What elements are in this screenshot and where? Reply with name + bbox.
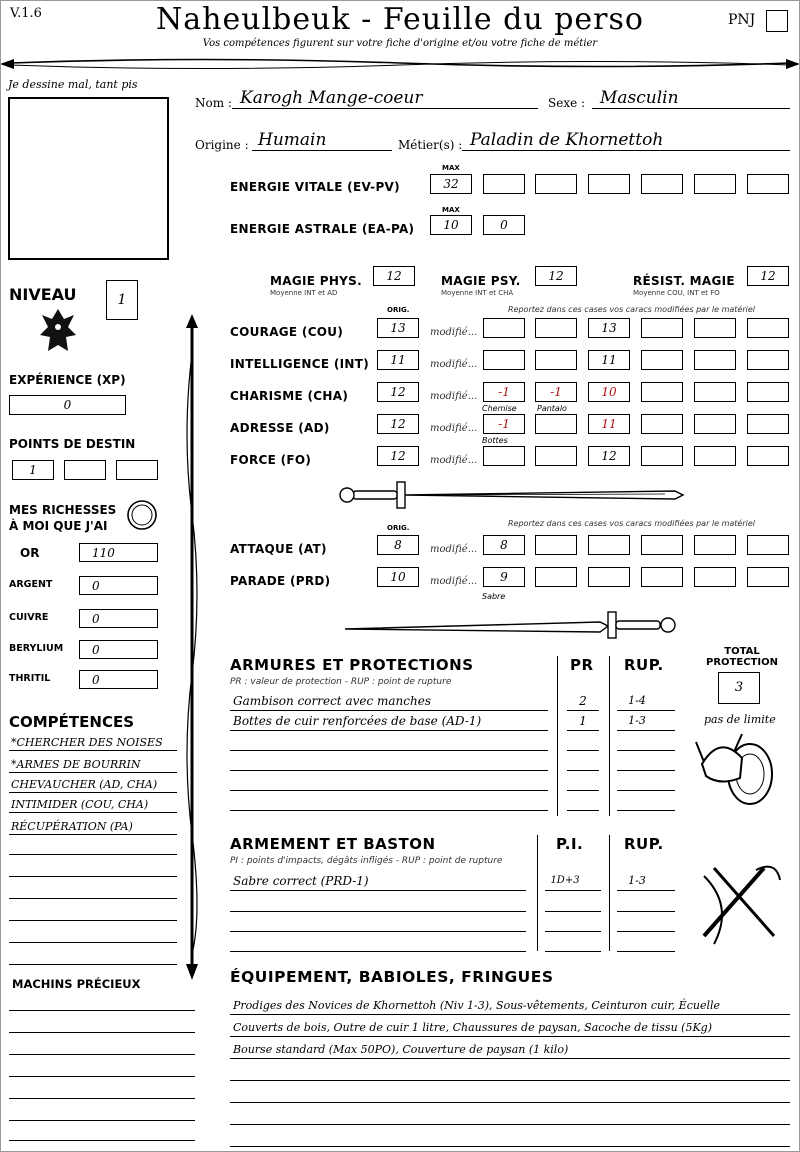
parade-mod-note: Sabre — [482, 592, 506, 601]
arme-rup-line — [617, 890, 675, 891]
armement-col-divider-1 — [537, 835, 538, 951]
machins-line — [9, 1032, 195, 1033]
origine-label: Origine : — [195, 138, 249, 152]
armure-pr[interactable]: 2 — [579, 694, 587, 708]
armures-sub: PR : valeur de protection - RUP : point de rupture — [230, 677, 452, 687]
carac-mod-box[interactable]: 12 — [588, 446, 630, 466]
xp-label: EXPÉRIENCE (XP) — [9, 373, 126, 387]
carac-orig-box[interactable]: 11 — [377, 350, 419, 370]
armure-rup-line — [617, 770, 675, 771]
ev-max-box[interactable]: 32 — [430, 174, 472, 194]
money-label: CUIVRE — [9, 612, 49, 623]
parade-orig-box[interactable]: 10 — [377, 567, 419, 587]
machins-line — [9, 1098, 195, 1099]
pnj-label: PNJ — [728, 12, 756, 28]
carac-label: FORCE (FO) — [230, 453, 312, 467]
attaque-mod-box-1[interactable]: 8 — [483, 535, 525, 555]
carac-mod-note: Pantalo — [537, 404, 567, 413]
parade-label: PARADE (PRD) — [230, 574, 331, 588]
equip-line — [230, 1146, 790, 1147]
ev-box-2[interactable] — [535, 174, 577, 194]
carac-mod-box[interactable] — [641, 350, 683, 370]
richesses-label-2: À MOI QUE J'AI — [9, 519, 108, 533]
sheet-subtitle: Vos compétences figurent sur votre fiche d'origine et/ou votre fiche de métier — [202, 38, 598, 49]
carac-mod-box[interactable] — [535, 414, 577, 434]
resist-magie-label: RÉSIST. MAGIE — [633, 274, 735, 288]
arme-line — [230, 951, 526, 952]
resist-magie-box[interactable]: 12 — [747, 266, 789, 286]
sexe-value[interactable]: Masculin — [600, 88, 679, 108]
pnj-checkbox[interactable] — [766, 10, 788, 32]
money-box[interactable]: 0 — [79, 609, 158, 628]
total-protection-label: TOTAL PROTECTION — [706, 646, 778, 668]
metier-label: Métier(s) : — [398, 138, 463, 152]
destin-label: POINTS DE DESTIN — [9, 437, 136, 451]
carac-mod-box[interactable] — [694, 414, 736, 434]
armures-col-divider-1 — [557, 656, 558, 816]
armure-line — [230, 770, 548, 771]
money-box[interactable]: 0 — [79, 670, 158, 689]
sexe-line — [592, 108, 790, 109]
armure-pr-line — [567, 730, 599, 731]
attaque-mod-box-4[interactable] — [641, 535, 683, 555]
armement-title: ARMEMENT ET BASTON — [230, 835, 436, 853]
sword-ornament-2-icon — [340, 608, 685, 642]
armures-col-divider-2 — [609, 656, 610, 816]
ea-max-box[interactable]: 10 — [430, 215, 472, 235]
helmet-shield-icon — [694, 728, 778, 810]
sheet-title: Naheulbeuk - Feuille du perso — [156, 2, 644, 37]
armement-col-divider-2 — [609, 835, 610, 951]
arme-pi-line — [545, 911, 601, 912]
carac-modif-label: modifié... — [430, 327, 478, 338]
arme-pi-line — [545, 951, 601, 952]
origine-line — [252, 150, 392, 151]
carac-mod-note: Chemise — [482, 404, 517, 413]
comp-line — [9, 920, 177, 921]
armure-rup-line — [617, 750, 675, 751]
carac-label: COURAGE (COU) — [230, 325, 344, 339]
parade-modif-label: modifié... — [430, 576, 478, 587]
version-label: V.1.6 — [10, 6, 42, 21]
arme-rup-line — [617, 911, 675, 912]
equip-line — [230, 1124, 790, 1125]
armure-line — [230, 790, 548, 791]
nom-value[interactable]: Karogh Mange-coeur — [240, 88, 423, 108]
carac-mod-box[interactable] — [694, 318, 736, 338]
carac-label: INTELLIGENCE (INT) — [230, 357, 369, 371]
equip-line — [230, 1014, 790, 1015]
money-label: ARGENT — [9, 579, 53, 590]
carac-orig-box[interactable]: 12 — [377, 446, 419, 466]
comp-line — [9, 812, 177, 813]
carac-mod-box[interactable]: 11 — [588, 350, 630, 370]
attaque-mod-box-6[interactable] — [747, 535, 789, 555]
armement-sub: PI : points d'impacts, dégâts infligés - RUP : point de rupture — [230, 856, 503, 866]
destin-box-1[interactable]: 1 — [12, 460, 54, 480]
attaque-mod-box-2[interactable] — [535, 535, 577, 555]
money-box[interactable]: 110 — [79, 543, 158, 562]
armure-pr-line — [567, 750, 599, 751]
magie-phys-box[interactable]: 12 — [373, 266, 415, 286]
arme-pi-line — [545, 931, 601, 932]
protection-limit: pas de limite — [704, 713, 776, 726]
carac-mod-box[interactable]: 11 — [588, 414, 630, 434]
carac-mod-box[interactable] — [747, 350, 789, 370]
ev-box-1[interactable] — [483, 174, 525, 194]
ea-label: ENERGIE ASTRALE (EA-PA) — [230, 222, 415, 236]
carac-orig-box[interactable]: 12 — [377, 382, 419, 402]
parade-mod-box-6[interactable] — [747, 567, 789, 587]
magie-psy-box[interactable]: 12 — [535, 266, 577, 286]
carac-mod-box[interactable] — [747, 414, 789, 434]
competence-item[interactable]: *CHERCHER DES NOISES — [11, 736, 163, 749]
ev-box-5[interactable] — [694, 174, 736, 194]
carac-mod-box[interactable] — [747, 318, 789, 338]
combat-orig-label: ORIG. — [387, 524, 410, 532]
parade-mod-box-4[interactable] — [641, 567, 683, 587]
combat-note: Reportez dans ces cases vos caracs modifiées par le matériel — [508, 519, 755, 528]
arme-line — [230, 931, 526, 932]
competences-label: COMPÉTENCES — [9, 713, 135, 731]
carac-mod-box[interactable] — [483, 350, 525, 370]
carac-mod-note: Bottes — [482, 436, 508, 445]
ev-label: ENERGIE VITALE (EV-PV) — [230, 180, 400, 194]
machins-label: MACHINS PRÉCIEUX — [12, 977, 141, 991]
carac-modif-label: modifié... — [430, 391, 478, 402]
equipement-title: ÉQUIPEMENT, BABIOLES, FRINGUES — [230, 968, 554, 986]
machins-line — [9, 1054, 195, 1055]
arme-rup[interactable]: 1-3 — [628, 874, 646, 887]
carac-mod-box[interactable] — [694, 446, 736, 466]
comp-line — [9, 792, 177, 793]
comp-line — [9, 876, 177, 877]
armement-col-rup: RUP. — [624, 835, 664, 853]
armure-line — [230, 810, 548, 811]
armure-pr-line — [567, 790, 599, 791]
equip-line — [230, 1058, 790, 1059]
carac-mod-box[interactable] — [747, 382, 789, 402]
equip-line — [230, 1080, 790, 1081]
carac-mod-box[interactable]: 10 — [588, 382, 630, 402]
armure-name[interactable]: Gambison correct avec manches — [233, 694, 431, 708]
metier-value[interactable]: Paladin de Khornettoh — [470, 130, 664, 150]
armures-col-pr: PR — [570, 656, 594, 674]
ev-box-6[interactable] — [747, 174, 789, 194]
carac-label: ADRESSE (AD) — [230, 421, 330, 435]
parade-mod-box-5[interactable] — [694, 567, 736, 587]
comp-line — [9, 964, 177, 965]
resist-magie-sub: Moyenne COU, INT et FO — [633, 289, 720, 297]
comp-line — [9, 898, 177, 899]
carac-mod-box[interactable]: 13 — [588, 318, 630, 338]
armure-pr[interactable]: 1 — [579, 714, 587, 728]
equip-line — [230, 1036, 790, 1037]
carac-mod-box[interactable] — [535, 318, 577, 338]
nom-label: Nom : — [195, 96, 232, 110]
staff-ornament-icon — [180, 314, 204, 980]
attaque-mod-box-3[interactable] — [588, 535, 630, 555]
armure-pr-line — [567, 810, 599, 811]
origine-value[interactable]: Humain — [258, 130, 327, 150]
ea-max-label: MAX — [442, 206, 460, 214]
destin-box-3[interactable] — [116, 460, 158, 480]
carac-mod-box[interactable] — [483, 446, 525, 466]
carac-mod-box[interactable] — [694, 350, 736, 370]
money-label: BERYLIUM — [9, 643, 64, 654]
machins-line — [9, 1010, 195, 1011]
magie-psy-label: MAGIE PSY. — [441, 274, 521, 288]
armures-col-rup: RUP. — [624, 656, 664, 674]
carac-mod-box[interactable] — [694, 382, 736, 402]
carac-modif-label: modifié... — [430, 423, 478, 434]
richesses-label-1: MES RICHESSES — [9, 503, 117, 517]
ev-box-3[interactable] — [588, 174, 630, 194]
comp-line — [9, 750, 177, 751]
carac-modif-label: modifié... — [430, 455, 478, 466]
armure-rup-line — [617, 710, 675, 711]
armure-rup-line — [617, 790, 675, 791]
money-box[interactable]: 0 — [79, 640, 158, 659]
ev-box-4[interactable] — [641, 174, 683, 194]
carac-mod-box[interactable] — [641, 414, 683, 434]
equip-item[interactable]: Bourse standard (Max 50PO), Couverture de paysan (1 kilo) — [233, 1043, 569, 1056]
sexe-label: Sexe : — [548, 96, 586, 110]
carac-mod-box[interactable] — [641, 382, 683, 402]
magie-phys-label: MAGIE PHYS. — [270, 274, 362, 288]
armement-col-pi: P.I. — [556, 835, 584, 853]
arme-pi-line — [545, 890, 601, 891]
carac-mod-box[interactable] — [483, 318, 525, 338]
competence-item[interactable]: RÉCUPÉRATION (PA) — [11, 820, 133, 833]
arme-name[interactable]: Sabre correct (PRD-1) — [233, 874, 369, 888]
ev-max-label: MAX — [442, 164, 460, 172]
money-label: OR — [20, 546, 40, 560]
competence-item[interactable]: CHEVAUCHER (AD, CHA) — [11, 778, 158, 791]
magie-phys-sub: Moyenne INT et AD — [270, 289, 338, 297]
armures-title: ARMURES ET PROTECTIONS — [230, 656, 474, 674]
ea-box-1[interactable]: 0 — [483, 215, 525, 235]
carac-mod-box[interactable] — [535, 350, 577, 370]
armure-rup-line — [617, 730, 675, 731]
armure-rup[interactable]: 1-4 — [628, 694, 646, 707]
carac-label: CHARISME (CHA) — [230, 389, 349, 403]
niveau-label: NIVEAU — [9, 285, 77, 304]
armure-pr-line — [567, 710, 599, 711]
parade-mod-box-2[interactable] — [535, 567, 577, 587]
parade-mod-box-3[interactable] — [588, 567, 630, 587]
xp-box[interactable]: 0 — [9, 395, 126, 415]
armure-line — [230, 730, 548, 731]
magie-psy-sub: Moyenne INT et CHA — [441, 289, 514, 297]
caracs-note: Reportez dans ces cases vos caracs modifiées par le matériel — [508, 305, 755, 314]
arme-line — [230, 911, 526, 912]
armure-line — [230, 750, 548, 751]
carac-mod-box[interactable]: -1 — [483, 414, 525, 434]
carac-mod-box[interactable] — [641, 318, 683, 338]
sword-ornament-icon — [335, 478, 685, 512]
equip-item[interactable]: Couverts de bois, Outre de cuir 1 litre, Chaussures de paysan, Sacoche de tissu (5Kg) — [233, 1021, 712, 1034]
comp-line — [9, 772, 177, 773]
competence-item[interactable]: *ARMES DE BOURRIN — [11, 758, 141, 771]
attaque-mod-box-5[interactable] — [694, 535, 736, 555]
arme-pi[interactable]: 1D+3 — [550, 875, 580, 886]
parade-mod-box-1[interactable]: 9 — [483, 567, 525, 587]
competence-item[interactable]: INTIMIDER (COU, CHA) — [11, 798, 149, 811]
machins-line — [9, 1120, 195, 1121]
dragon-icon — [36, 305, 80, 361]
money-box[interactable]: 0 — [79, 576, 158, 595]
portrait-caption: Je dessine mal, tant pis — [8, 78, 138, 91]
caracs-orig-label: ORIG. — [387, 306, 410, 314]
carac-modif-label: modifié... — [430, 359, 478, 370]
carac-mod-box[interactable] — [535, 446, 577, 466]
machins-line — [9, 1140, 195, 1141]
niveau-box[interactable]: 1 — [106, 280, 138, 320]
armure-rup[interactable]: 1-3 — [628, 714, 646, 727]
comp-line — [9, 854, 177, 855]
carac-mod-box[interactable] — [747, 446, 789, 466]
carac-orig-box[interactable]: 13 — [377, 318, 419, 338]
coin-icon — [126, 499, 158, 531]
carac-mod-box[interactable] — [641, 446, 683, 466]
metier-line — [462, 150, 790, 151]
total-protection-box[interactable]: 3 — [718, 672, 760, 704]
arme-line — [230, 890, 526, 891]
attaque-label: ATTAQUE (AT) — [230, 542, 327, 556]
title-ornament — [0, 52, 800, 74]
carac-orig-box[interactable]: 12 — [377, 414, 419, 434]
comp-line — [9, 834, 177, 835]
armure-pr-line — [567, 770, 599, 771]
destin-box-2[interactable] — [64, 460, 106, 480]
machins-line — [9, 1076, 195, 1077]
money-label: THRITIL — [9, 673, 51, 684]
arme-rup-line — [617, 951, 675, 952]
armure-name[interactable]: Bottes de cuir renforcées de base (AD-1) — [233, 714, 482, 728]
equip-item[interactable]: Prodiges des Novices de Khornettoh (Niv 1-3), Sous-vêtements, Ceinturon cuir, Écuelle — [233, 999, 721, 1012]
carac-mod-box[interactable]: -1 — [535, 382, 577, 402]
equip-line — [230, 1102, 790, 1103]
attaque-modif-label: modifié... — [430, 544, 478, 555]
armure-rup-line — [617, 810, 675, 811]
carac-mod-box[interactable]: -1 — [483, 382, 525, 402]
weapons-icon — [694, 856, 784, 946]
attaque-orig-box[interactable]: 8 — [377, 535, 419, 555]
nom-line — [232, 108, 538, 109]
comp-line — [9, 942, 177, 943]
arme-rup-line — [617, 931, 675, 932]
armure-line — [230, 710, 548, 711]
portrait-box[interactable] — [8, 97, 169, 260]
